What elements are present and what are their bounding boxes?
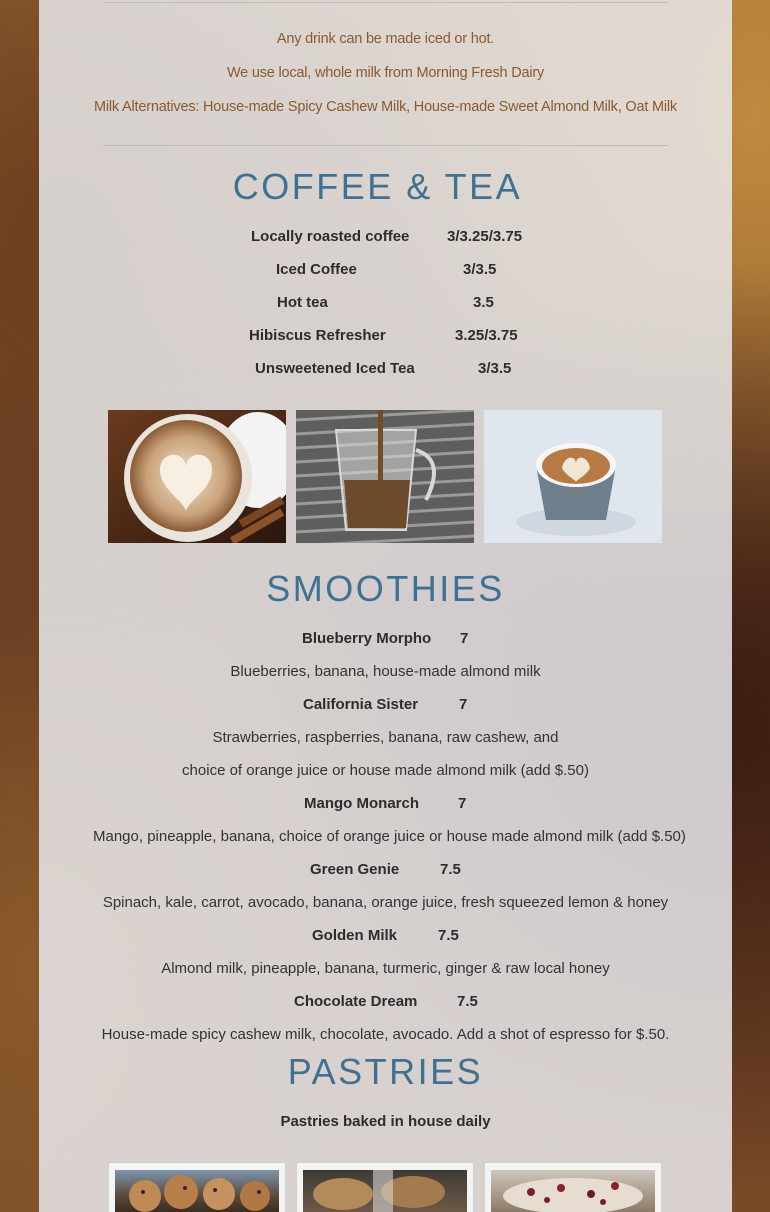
california-sister-price: 7 (459, 696, 468, 713)
iced-tea-name: Unsweetened Iced Tea (255, 360, 415, 377)
note-milk-alternatives: Milk Alternatives: House-made Spicy Cashew Milk, House-made Sweet Almond Milk, Oat Milk (94, 99, 677, 115)
iced-coffee-name: Iced Coffee (276, 261, 357, 278)
blueberry-morpho-desc: Blueberries, banana, house-made almond milk (230, 663, 541, 680)
blueberry-morpho-name: Blueberry Morpho (302, 630, 432, 647)
pastries-heading: PASTRIES (287, 1051, 484, 1092)
california-sister-desc-line2: choice of orange juice or house made almond milk (add $.50) (182, 762, 589, 779)
iced-tea-price: 3/3.5 (478, 360, 512, 377)
latte-in-snow-photo (484, 410, 662, 543)
california-sister-name: California Sister (303, 696, 419, 713)
hibiscus-refresher-name: Hibiscus Refresher (249, 327, 386, 344)
golden-milk-name: Golden Milk (312, 927, 398, 944)
green-genie-price: 7.5 (440, 861, 461, 878)
section-divider (103, 145, 668, 146)
green-genie-desc: Spinach, kale, carrot, avocado, banana, orange juice, fresh squeezed lemon & honey (102, 894, 669, 911)
coffee-item-price: 3/3.25/3.75 (447, 228, 523, 245)
mango-monarch-name: Mango Monarch (304, 795, 419, 812)
coffee-tea-heading: COFFEE & TEA (232, 166, 523, 207)
hot-tea-name: Hot tea (277, 294, 328, 311)
menu-panel (39, 0, 732, 1212)
latte-art-heart-photo (108, 410, 286, 543)
coffee-item-name: Locally roasted coffee (251, 228, 410, 245)
mango-monarch-price: 7 (458, 795, 467, 812)
top-divider (103, 2, 668, 3)
note-iced-or-hot: Any drink can be made iced or hot. (276, 31, 495, 47)
note-local-milk: We use local, whole milk from Morning Fresh Dairy (226, 65, 545, 81)
california-sister-desc-line1: Strawberries, raspberries, banana, raw cashew, and (212, 729, 559, 746)
golden-milk-price: 7.5 (438, 927, 459, 944)
golden-milk-desc: Almond milk, pineapple, banana, turmeric, ginger & raw local honey (161, 960, 610, 977)
cranberry-pastry-photo (484, 1162, 662, 1212)
chocolate-dream-name: Chocolate Dream (294, 993, 418, 1010)
iced-coffee-price: 3/3.5 (463, 261, 497, 278)
pastries-subtitle: Pastries baked in house daily (280, 1113, 491, 1130)
muffins-photo (108, 1162, 286, 1212)
green-genie-name: Green Genie (310, 861, 400, 878)
mango-monarch-desc: Mango, pineapple, banana, choice of orange juice or house made almond milk (add $.50) (93, 828, 686, 845)
hibiscus-refresher-price: 3.25/3.75 (455, 327, 518, 344)
scones-photo (296, 1162, 474, 1212)
hot-tea-price: 3.5 (473, 294, 494, 311)
blueberry-morpho-price: 7 (460, 630, 469, 647)
smoothies-heading: SMOOTHIES (266, 568, 505, 609)
chocolate-dream-price: 7.5 (457, 993, 478, 1010)
chocolate-dream-desc: House-made spicy cashew milk, chocolate, avocado. Add a shot of espresso for $.50. (101, 1026, 670, 1043)
espresso-pour-photo (296, 410, 474, 543)
